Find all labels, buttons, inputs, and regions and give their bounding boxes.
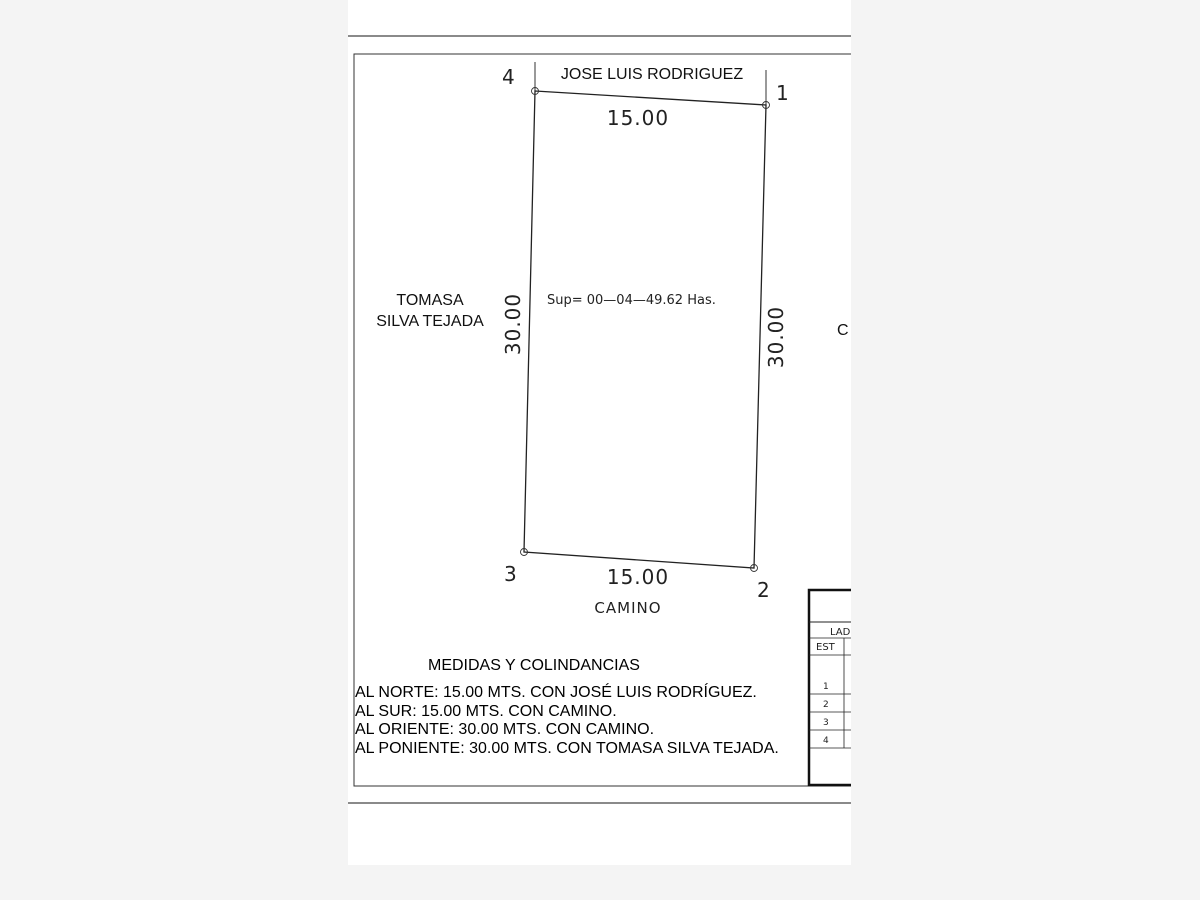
table-header-est: EST xyxy=(816,642,835,653)
table-header-lado: LAD xyxy=(830,627,851,638)
table-outer-frame xyxy=(809,590,851,785)
west-neighbor-label-line2: SILVA TEJADA xyxy=(376,313,484,330)
west-neighbor-label-line1: TOMASA xyxy=(396,292,464,309)
vertex-label-4: 4 xyxy=(502,65,515,89)
south-neighbor-label: CAMINO xyxy=(594,599,662,617)
plot-boundary xyxy=(524,91,766,568)
west-dimension: 30.00 xyxy=(501,292,525,356)
vertex-label-3: 3 xyxy=(504,562,517,586)
table-row-3-est: 3 xyxy=(823,718,829,728)
table-row-4-est: 4 xyxy=(823,736,829,746)
notes-line-east: AL ORIENTE: 30.00 MTS. CON CAMINO. xyxy=(355,721,655,738)
north-neighbor-label: JOSE LUIS RODRIGUEZ xyxy=(560,66,744,83)
drawing-sheet xyxy=(348,0,851,865)
notes-line-south: AL SUR: 15.00 MTS. CON CAMINO. xyxy=(355,702,617,720)
notes-line-west: AL PONIENTE: 30.00 MTS. CON TOMASA SILVA TEJADA. xyxy=(355,739,779,757)
north-dimension: 15.00 xyxy=(606,106,670,130)
boundaries-notes xyxy=(355,684,779,758)
drawing-frame xyxy=(354,54,851,786)
south-dimension: 15.00 xyxy=(606,565,670,589)
table-row-1-est: 1 xyxy=(823,682,829,692)
east-neighbor-label: C xyxy=(837,322,849,339)
vertex-label-1: 1 xyxy=(776,81,789,105)
vertex-label-2: 2 xyxy=(757,578,770,602)
east-dimension: 30.00 xyxy=(764,305,788,369)
coordinates-table xyxy=(809,590,851,785)
area-label: Sup= 00—04—49.62 Has. xyxy=(547,293,716,308)
notes-line-north: AL NORTE: 15.00 MTS. CON JOSÉ LUIS RODRÍGUEZ. xyxy=(355,684,757,701)
table-row-2-est: 2 xyxy=(823,700,829,710)
notes-title: MEDIDAS Y COLINDANCIAS xyxy=(428,657,640,674)
